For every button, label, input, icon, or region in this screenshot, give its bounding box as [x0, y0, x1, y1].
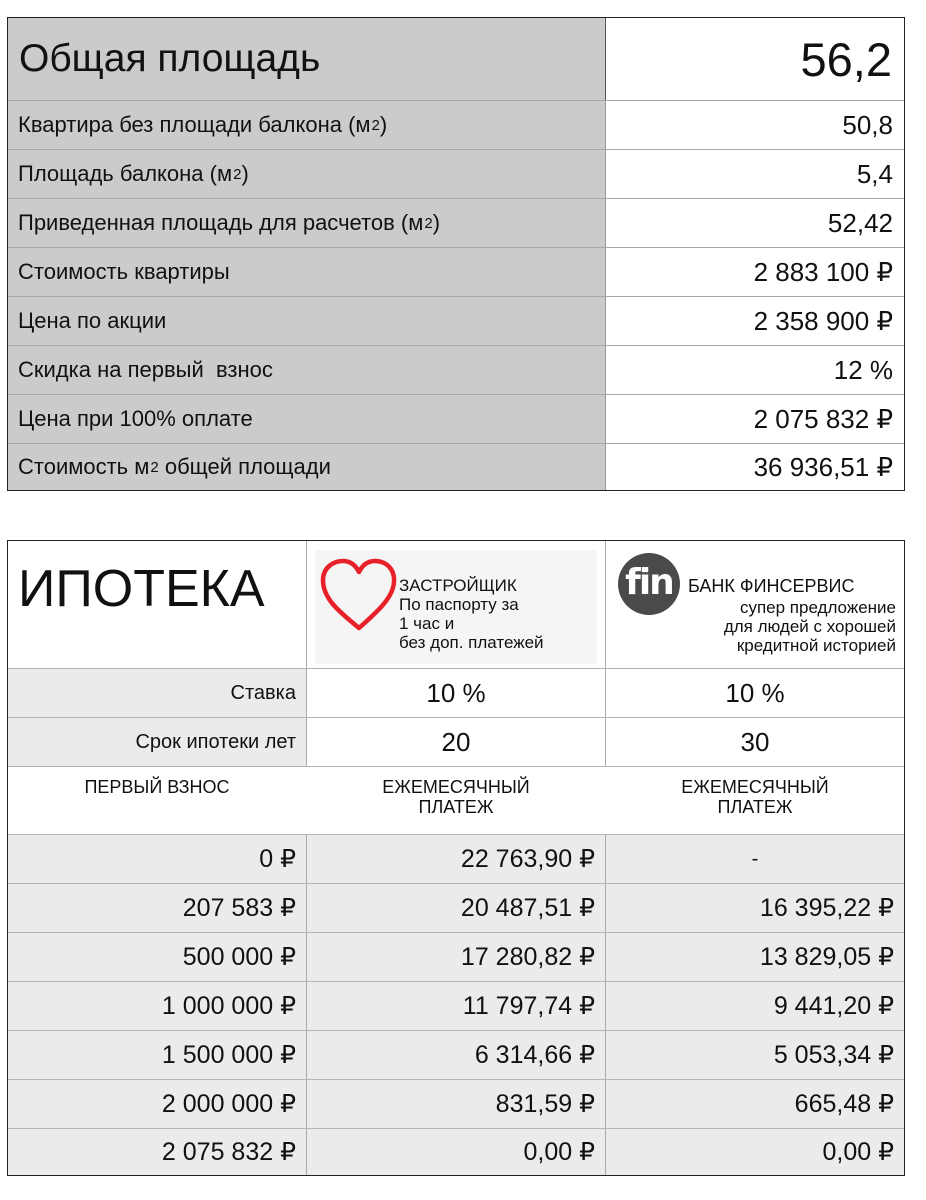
- bank-name: БАНК ФИНСЕРВИС: [688, 576, 855, 596]
- summary-row-value: 2 358 900 ₽: [606, 297, 904, 345]
- term-label: Срок ипотеки лет: [8, 718, 307, 766]
- developer-payment-cell: 17 280,82 ₽: [307, 933, 606, 981]
- summary-row: [8, 198, 904, 247]
- summary-row-value: 2 075 832 ₽: [606, 395, 904, 443]
- bank-payment-cell: 16 395,22 ₽: [759, 894, 894, 922]
- developer-panel: [315, 550, 597, 664]
- bank-payment-cell: -: [751, 847, 759, 870]
- header-monthly-developer: ЕЖЕМЕСЯЧНЫЙ ПЛАТЕЖ: [307, 767, 606, 834]
- down-payment-cell: 1 500 000 ₽: [8, 1031, 307, 1079]
- bank-description: супер предложение для людей с хорошей кредитной историей: [723, 598, 896, 655]
- summary-row-label: Приведенная площадь для расчетов (м 2 ): [8, 199, 606, 247]
- mortgage-table: [7, 540, 905, 1176]
- developer-payment-cell: 20 487,51 ₽: [307, 884, 606, 932]
- summary-row-value: 50,8: [606, 101, 904, 149]
- developer-payment-cell: 831,59 ₽: [307, 1080, 606, 1128]
- table-row: [8, 981, 904, 1030]
- term-developer: 20: [307, 718, 606, 766]
- column-header-row: [8, 766, 904, 834]
- down-payment-cell: 207 583 ₽: [8, 884, 307, 932]
- summary-row-label: Стоимость квартиры: [8, 248, 606, 296]
- developer-description: ЗАСТРОЙЩИК По паспорту за 1 час и без доп. платежей: [399, 576, 544, 652]
- bank-payment-cell: 5 053,34 ₽: [773, 1041, 894, 1069]
- fin-logo-icon: fin: [618, 553, 680, 615]
- summary-row: [8, 149, 904, 198]
- summary-row: [8, 345, 904, 394]
- summary-table: [7, 17, 905, 491]
- term-bank: 30: [606, 718, 904, 766]
- summary-row-label: Цена при 100% оплате: [8, 395, 606, 443]
- bank-offer: [606, 541, 904, 668]
- summary-row-value: 12 %: [606, 346, 904, 394]
- down-payment-cell: 0 ₽: [8, 835, 307, 883]
- summary-row-label: Цена по акции: [8, 297, 606, 345]
- summary-title-row: [8, 18, 904, 100]
- bank-panel: [614, 550, 896, 664]
- developer-payment-cell: 6 314,66 ₽: [307, 1031, 606, 1079]
- summary-row: [8, 100, 904, 149]
- rate-developer: 10 %: [307, 669, 606, 717]
- table-row: [8, 834, 904, 883]
- summary-row-label: Квартира без площади балкона (м 2 ): [8, 101, 606, 149]
- header-down-payment: ПЕРВЫЙ ВЗНОС: [8, 767, 307, 834]
- summary-row-label: Стоимость м 2 общей площади: [8, 444, 606, 490]
- summary-row-label: Площадь балкона (м 2 ): [8, 150, 606, 198]
- table-row: [8, 1030, 904, 1079]
- developer-payment-cell: 22 763,90 ₽: [307, 835, 606, 883]
- summary-row-value: 36 936,51 ₽: [606, 444, 904, 490]
- summary-row-label: Скидка на первый взнос: [8, 346, 606, 394]
- header-monthly-bank: ЕЖЕМЕСЯЧНЫЙ ПЛАТЕЖ: [681, 777, 829, 817]
- rate-row: [8, 668, 904, 717]
- developer-payment-cell: 0,00 ₽: [307, 1129, 606, 1175]
- rate-bank: 10 %: [606, 669, 904, 717]
- summary-title: Общая площадь: [8, 18, 606, 100]
- summary-row: [8, 296, 904, 345]
- summary-row: [8, 247, 904, 296]
- rate-label: Ставка: [8, 669, 307, 717]
- bank-payment-cell: 13 829,05 ₽: [759, 943, 894, 971]
- table-row: [8, 1128, 904, 1175]
- down-payment-cell: 500 000 ₽: [8, 933, 307, 981]
- bank-payment-cell: 665,48 ₽: [794, 1090, 894, 1118]
- bank-payment-cell: 0,00 ₽: [822, 1138, 894, 1166]
- summary-title-value: 56,2: [606, 18, 904, 100]
- down-payment-cell: 2 000 000 ₽: [8, 1080, 307, 1128]
- summary-row: [8, 443, 904, 490]
- summary-row-value: 2 883 100 ₽: [606, 248, 904, 296]
- mortgage-header-row: [8, 541, 904, 668]
- summary-row: [8, 394, 904, 443]
- table-row: [8, 883, 904, 932]
- developer-payment-cell: 11 797,74 ₽: [307, 982, 606, 1030]
- heart-icon: [319, 558, 399, 634]
- table-row: [8, 1079, 904, 1128]
- summary-row-value: 52,42: [606, 199, 904, 247]
- summary-row-value: 5,4: [606, 150, 904, 198]
- term-row: [8, 717, 904, 766]
- down-payment-cell: 2 075 832 ₽: [8, 1129, 307, 1175]
- mortgage-title: ИПОТЕКА: [8, 541, 307, 668]
- table-row: [8, 932, 904, 981]
- bank-payment-cell: 9 441,20 ₽: [773, 992, 894, 1020]
- down-payment-cell: 1 000 000 ₽: [8, 982, 307, 1030]
- developer-offer: [307, 541, 606, 668]
